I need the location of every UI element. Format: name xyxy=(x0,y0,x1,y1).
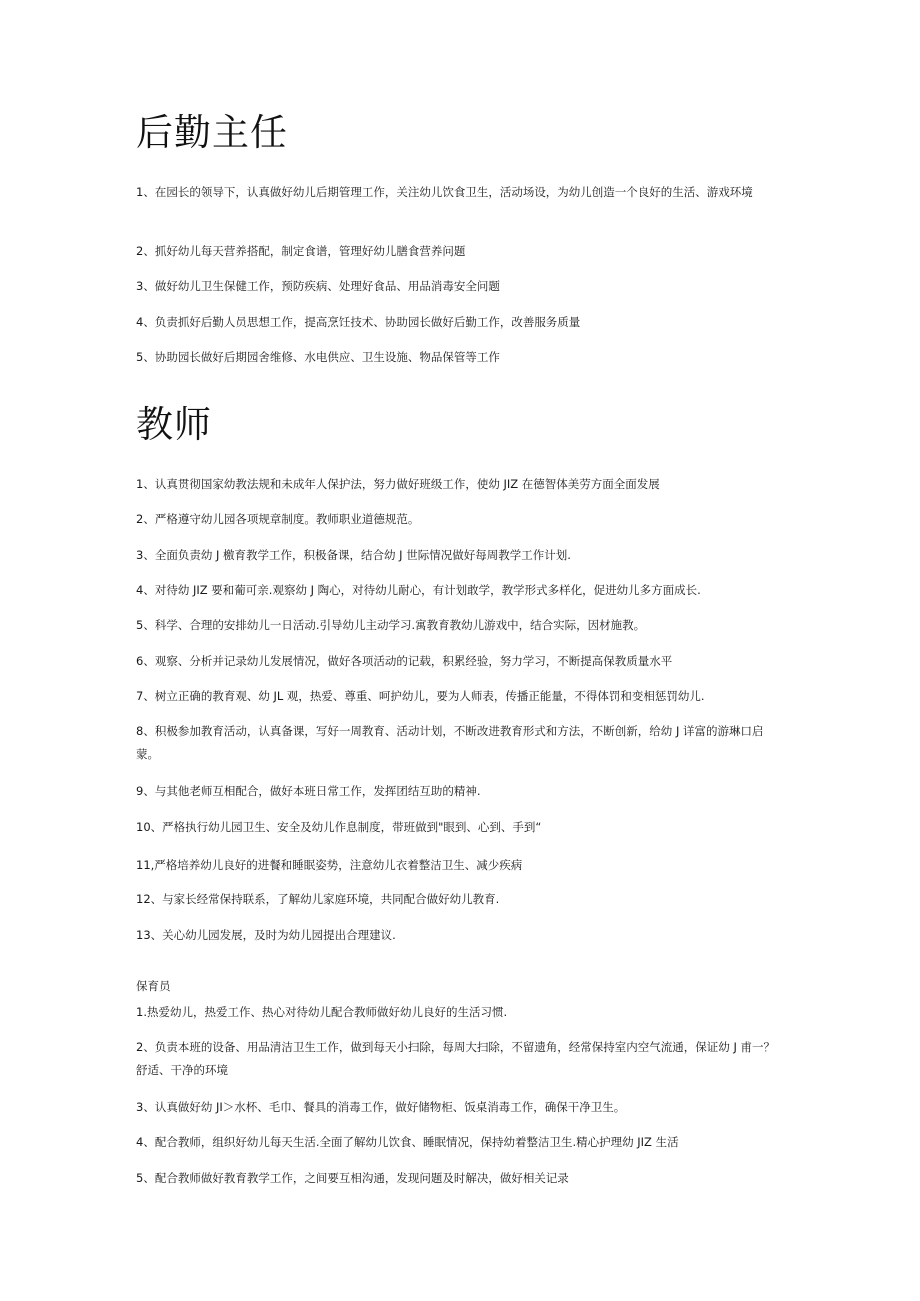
caregiver-item-2: 2、负责本班的设备、用品清洁卫生工作，做到每天小扫除，每周大扫除，不留遗角，经常保持室内空气流通，保证幼 J 甫一？舒适、干净的环境 xyxy=(136,1040,776,1077)
caregiver-item-5: 5、配合教师做好教育教学工作，之间要互相沟通，发现问题及时解决，做好相关记录 xyxy=(136,1171,569,1185)
teacher-item-12: 12、与家长经常保持联系，了解幼儿家庭环境，共同配合做好幼儿教育. xyxy=(136,892,500,906)
caregiver-item-1: 1.热爱幼儿，热爱工作、热心对待幼儿配合教师做好幼儿良好的生活习惯. xyxy=(136,1005,508,1019)
teacher-item-4: 4、对待幼 JIZ 要和葡可亲.观察幼 J 陶心，对待幼儿耐心，有计划敢学，教学形式多样化，促进幼儿多方面成长. xyxy=(136,583,701,597)
teacher-item-13: 13、关心幼儿园发展，及时为幼儿园提出合理建议. xyxy=(136,928,396,942)
teacher-item-7: 7、树立正确的教育观、幼 JL 观，热爱、尊重、呵护幼儿，要为人师表，传播正能量，不得体罚和变相惩罚幼儿. xyxy=(136,689,705,703)
teacher-item-11: 11,严格培养幼儿良好的进餐和睡眠姿势，注意幼儿衣着整洁卫生、减少疾病 xyxy=(136,858,523,872)
logistics-item-4: 4、负责抓好后勤人员思想工作，提高烹饪技术、协助园长做好后勤工作，改善服务质量 xyxy=(136,315,581,329)
teacher-item-1: 1、认真贯彻国家幼教法规和未成年人保护法，努力做好班级工作，使幼 JIZ 在德智体美劳方面全面发展 xyxy=(136,477,660,491)
logistics-item-5: 5、协助园长做好后期园舍维修、水电供应、卫生设施、物品保管等工作 xyxy=(136,350,500,364)
teacher-item-10: 10、严格执行幼儿园卫生、安全及幼儿作息制度，带班做到"眼到、心到、手到“ xyxy=(136,820,542,834)
section-title-logistics: 后勤主任 xyxy=(136,111,288,154)
teacher-item-8: 8、积极参加教育活动，认真备课，写好一周教育、活动计划，不断改进教育形式和方法，不断创新，给幼 J 详富的游琳口启蒙。 xyxy=(136,724,764,761)
teacher-item-9: 9、与其他老师互相配合，做好本班日常工作，发挥团结互助的精神. xyxy=(136,784,481,798)
logistics-item-1: 1、在园长的领导下，认真做好幼儿后期管理工作，关注幼儿饮食卫生，活动场设，为幼儿创造一个良好的生活、游戏环境 xyxy=(136,185,753,199)
caregiver-item-3: 3、认真做好幼 JI＞水杯、毛巾、餐具的消毒工作，做好储物柜、饭桌消毒工作，确保干净卫生。 xyxy=(136,1100,626,1114)
teacher-item-2: 2、严格遵守幼儿园各项规章制度。教师职业道德规范。 xyxy=(136,512,420,526)
section-title-caregiver: 保育员 xyxy=(136,979,171,993)
section-title-teacher: 教师 xyxy=(136,403,212,446)
teacher-item-6: 6、观察、分析并记录幼儿发展情况，做好各项活动的记载，积累经验，努力学习，不断提高保教质量水平 xyxy=(136,654,673,668)
teacher-item-5: 5、科学、合理的安排幼儿一日活动.引导幼儿主动学习.寓教育教幼儿游戏中，结合实际，因材施教。 xyxy=(136,618,646,632)
teacher-item-3: 3、全面负责幼 J 檄育教学工作，积极备课，结合幼 J 世际情况做好每周教学工作计划. xyxy=(136,548,571,562)
logistics-item-2: 2、抓好幼儿每天营养搭配，制定食谱，管理好幼儿膳食营养问题 xyxy=(136,244,466,258)
caregiver-item-4: 4、配合教师，组织好幼儿每天生活.全面了解幼儿饮食、睡眠情况，保持幼着整洁卫生.精心护理幼 JIZ 生活 xyxy=(136,1135,679,1149)
logistics-item-3: 3、做好幼儿卫生保健工作，预防疾病、处理好食品、用品消毒安全问题 xyxy=(136,279,500,293)
